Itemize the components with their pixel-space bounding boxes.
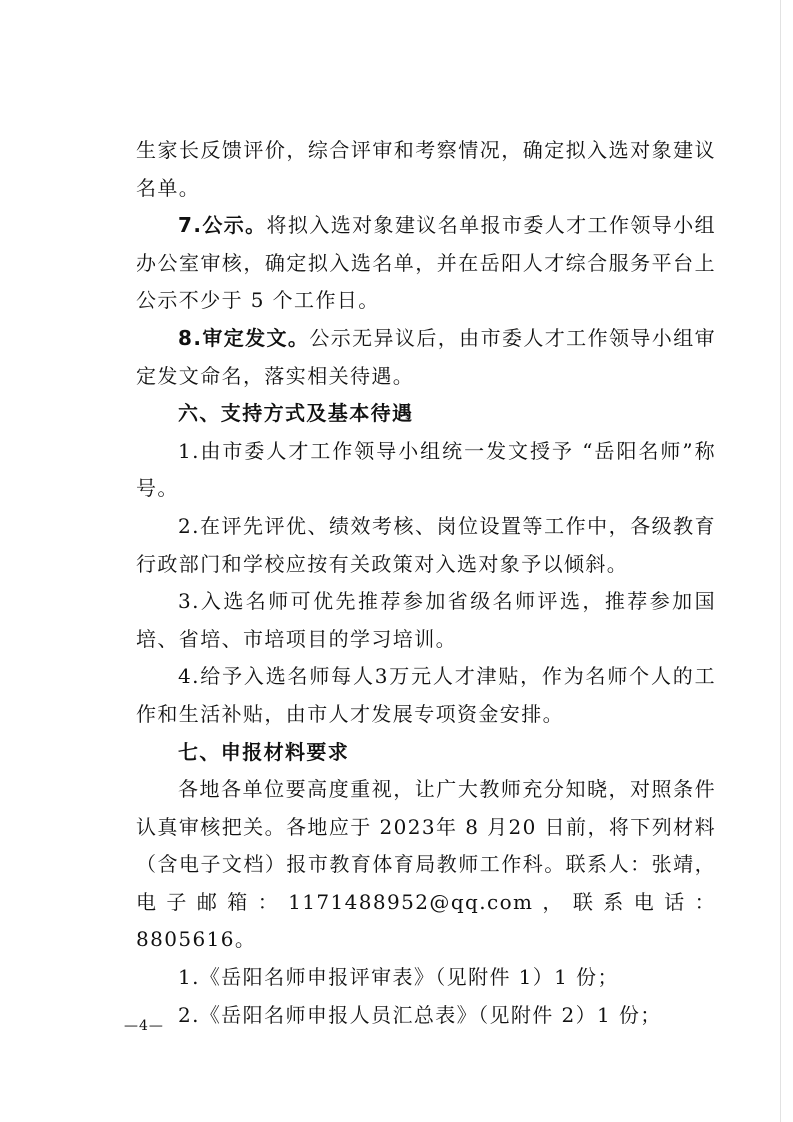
paragraph-publicity	[136, 207, 716, 320]
paragraph-lead: 7.公示。	[178, 213, 267, 238]
materials-item-2: 2.《岳阳名师申报人员汇总表》（见附件 2）1 份；	[178, 1002, 662, 1027]
support-item-3: 3.入选名师可优先推荐参加省级名师评选，推荐参加国培、省培、市培项目的学习培训。	[136, 589, 716, 651]
materials-intro: 各地各单位要高度重视，让广大教师充分知晓，对照条件认真审核把关。各地应于 2023年 8 月20 日前，将下列材料（含电子文档）报市教育体育局教师工作科。联系人：张靖，电子邮箱：1171488952@qq.com，联系电话：8805616。	[136, 777, 716, 952]
support-item-2: 2.在评先评优、绩效考核、岗位设置等工作中，各级教育行政部门和学校应按有关政策对入选对象予以倾斜。	[136, 513, 716, 576]
materials-item-1: 1.《岳阳名师申报评审表》（见附件 1）1 份；	[178, 965, 619, 990]
paragraph-lead: 8.审定发文。	[178, 325, 310, 350]
paragraph-continuation	[136, 132, 716, 207]
paragraph-text: 将拟入选对象建议名单报市委人才工作领导小组办公室审核，确定拟入选名单，并在岳阳人才综合服务平台上公示不少于 5 个工作日。	[136, 213, 716, 313]
support-item-1: 1.由市委人才工作领导小组统一发文授予 “岳阳名师”称号。	[136, 438, 716, 501]
section-heading-materials: 七、申报材料要求	[178, 739, 350, 764]
support-item-4: 4.给予入选名师每人3万元人才津贴，作为名师个人的工作和生活补贴，由市人才发展专项资金安排。	[136, 664, 716, 726]
page-edge-line	[780, 0, 781, 1122]
paragraph-text: 公示无异议后，由市委人才工作领导小组审定发文命名，落实相关待遇。	[136, 325, 716, 388]
paragraph-approval	[136, 320, 716, 395]
section-heading-support: 六、支持方式及基本待遇	[178, 401, 414, 426]
paragraph-text: 生家长反馈评价，综合评审和考察情况，确定拟入选对象建议名单。	[136, 138, 716, 200]
document-body	[136, 132, 716, 1034]
page-number: —4—	[124, 1018, 164, 1034]
